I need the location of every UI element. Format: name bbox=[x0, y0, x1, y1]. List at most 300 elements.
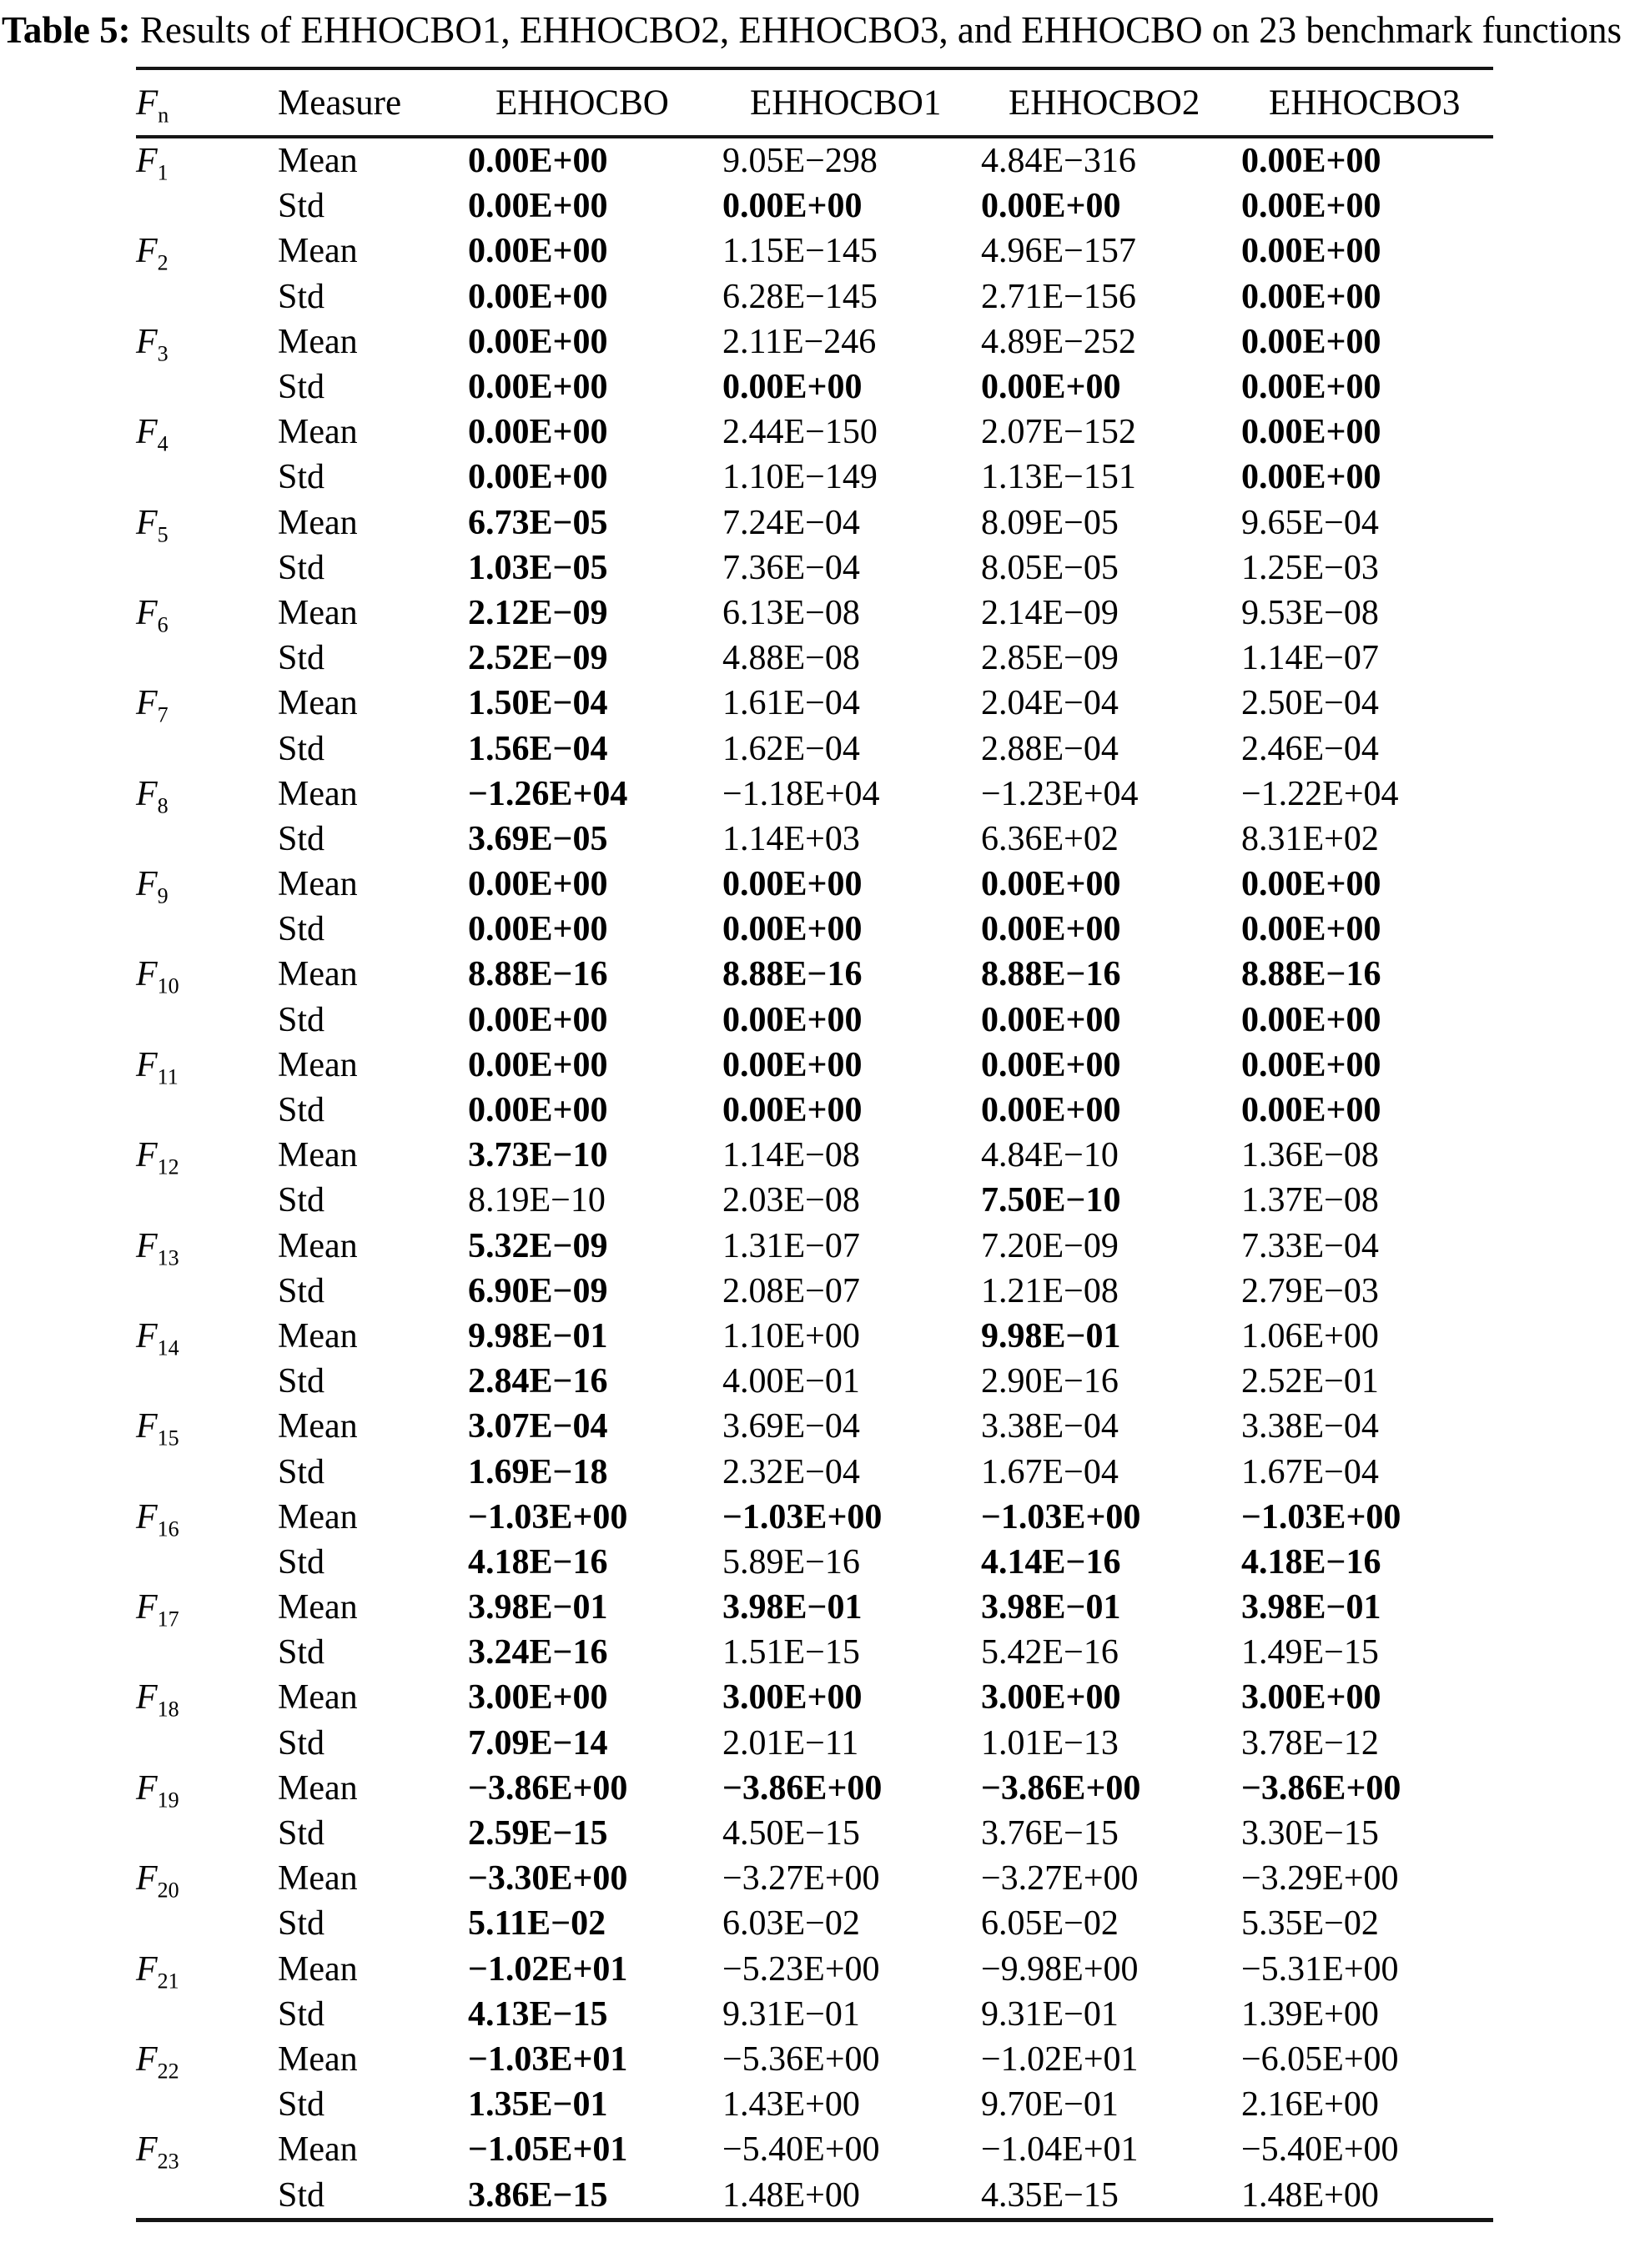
function-label-base: F bbox=[136, 1226, 158, 1265]
value-cell: 2.11E−246 bbox=[722, 322, 877, 361]
value-cell: 2.07E−152 bbox=[981, 413, 1136, 452]
value-cell: 1.03E−05 bbox=[468, 548, 608, 587]
value-cell: 6.05E−02 bbox=[981, 1904, 1119, 1944]
value-cell: 5.35E−02 bbox=[1241, 1904, 1379, 1944]
value-cell: 0.00E+00 bbox=[1241, 232, 1381, 271]
value-cell: 0.00E+00 bbox=[1241, 1045, 1381, 1084]
function-label bbox=[136, 1947, 278, 1992]
function-label-base: F bbox=[136, 1949, 158, 1989]
value-cell: −1.04E+01 bbox=[981, 2130, 1139, 2170]
function-label-subscript: 17 bbox=[157, 1607, 179, 1632]
measure-label: Mean bbox=[278, 503, 358, 542]
value-cell: 1.43E+00 bbox=[722, 2085, 860, 2125]
function-label-subscript: 16 bbox=[157, 1516, 179, 1541]
value-cell: 3.98E−01 bbox=[1241, 1588, 1381, 1627]
value-cell: 0.00E+00 bbox=[1241, 142, 1381, 181]
value-cell: 2.14E−09 bbox=[981, 593, 1119, 632]
value-cell: 0.00E+00 bbox=[468, 368, 608, 407]
value-cell: 6.90E−09 bbox=[468, 1271, 608, 1310]
function-label bbox=[136, 1630, 278, 1675]
value-cell: 0.00E+00 bbox=[722, 1045, 863, 1084]
function-label bbox=[136, 1359, 278, 1404]
measure-label: Std bbox=[278, 1362, 325, 1401]
measure-label: Std bbox=[278, 639, 325, 678]
value-cell: −1.18E+04 bbox=[722, 774, 880, 813]
measure-label: Std bbox=[278, 2085, 325, 2125]
table-row bbox=[136, 998, 1493, 1043]
measure-label: Mean bbox=[278, 1316, 358, 1355]
function-label bbox=[136, 1766, 278, 1811]
function-label bbox=[136, 1043, 278, 1088]
value-cell: 4.50E−15 bbox=[722, 1814, 860, 1853]
value-cell: 1.15E−145 bbox=[722, 232, 878, 271]
function-label-base: F bbox=[136, 1045, 158, 1084]
value-cell: 1.21E−08 bbox=[981, 1271, 1119, 1310]
value-cell: 2.03E−08 bbox=[722, 1181, 860, 1220]
measure-label: Std bbox=[278, 1271, 325, 1310]
table-row bbox=[136, 1675, 1493, 1720]
value-cell: −5.23E+00 bbox=[722, 1949, 880, 1989]
table-row bbox=[136, 1992, 1493, 2037]
measure-label: Mean bbox=[278, 865, 358, 904]
value-cell: 6.03E−02 bbox=[722, 1904, 860, 1944]
value-cell: 8.88E−16 bbox=[468, 955, 608, 994]
measure-label: Mean bbox=[278, 1407, 358, 1446]
function-label bbox=[136, 2172, 278, 2220]
measure-label: Mean bbox=[278, 232, 358, 271]
measure-label: Mean bbox=[278, 2130, 358, 2170]
value-cell: 1.51E−15 bbox=[722, 1633, 860, 1672]
value-cell: 6.73E−05 bbox=[468, 503, 608, 542]
value-cell: 4.89E−252 bbox=[981, 322, 1136, 361]
table-row bbox=[136, 1721, 1493, 1766]
measure-label: Mean bbox=[278, 774, 358, 813]
value-cell: −5.36E+00 bbox=[722, 2039, 880, 2079]
value-cell: −1.03E+01 bbox=[468, 2039, 628, 2079]
value-cell: 0.00E+00 bbox=[468, 1091, 608, 1130]
value-cell: 0.00E+00 bbox=[981, 910, 1121, 949]
table-row bbox=[136, 1359, 1493, 1404]
value-cell: 0.00E+00 bbox=[468, 458, 608, 497]
measure-label: Std bbox=[278, 1181, 325, 1220]
value-cell: 8.19E−10 bbox=[468, 1181, 606, 1220]
value-cell: 1.49E−15 bbox=[1241, 1633, 1379, 1672]
value-cell: 0.00E+00 bbox=[722, 368, 863, 407]
value-cell: −6.05E+00 bbox=[1241, 2039, 1399, 2079]
value-cell: 1.48E+00 bbox=[722, 2175, 860, 2215]
function-label bbox=[136, 2037, 278, 2082]
value-cell: 6.36E+02 bbox=[981, 819, 1119, 858]
value-cell: −1.03E+00 bbox=[468, 1497, 628, 1536]
function-label-subscript: 23 bbox=[157, 2149, 179, 2174]
table-row bbox=[136, 1766, 1493, 1811]
value-cell: −1.05E+01 bbox=[468, 2130, 628, 2170]
function-label-subscript: 18 bbox=[157, 1697, 179, 1722]
value-cell: 3.00E+00 bbox=[722, 1678, 863, 1717]
value-cell: 1.50E−04 bbox=[468, 684, 608, 723]
function-label bbox=[136, 274, 278, 319]
value-cell: 3.86E−15 bbox=[468, 2175, 608, 2215]
function-label bbox=[136, 998, 278, 1043]
function-label-subscript: 1 bbox=[157, 160, 169, 185]
table-row bbox=[136, 1314, 1493, 1359]
value-cell: 0.00E+00 bbox=[981, 368, 1121, 407]
value-cell: 8.09E−05 bbox=[981, 503, 1119, 542]
table-row bbox=[136, 1404, 1493, 1449]
value-cell: 7.09E−14 bbox=[468, 1723, 608, 1763]
value-cell: 0.00E+00 bbox=[1241, 910, 1381, 949]
value-cell: −5.40E+00 bbox=[1241, 2130, 1399, 2170]
value-cell: 0.00E+00 bbox=[722, 1000, 863, 1039]
table-row bbox=[136, 1811, 1493, 1856]
value-cell: 0.00E+00 bbox=[1241, 322, 1381, 361]
function-label-subscript: 7 bbox=[157, 702, 169, 727]
measure-label: Mean bbox=[278, 955, 358, 994]
table-row bbox=[136, 636, 1493, 681]
measure-label: Std bbox=[278, 1994, 325, 2034]
measure-label: Mean bbox=[278, 1045, 358, 1084]
function-label-subscript: 8 bbox=[157, 793, 169, 818]
value-cell: 6.13E−08 bbox=[722, 593, 860, 632]
value-cell: −5.31E+00 bbox=[1241, 1949, 1399, 1989]
table-row bbox=[136, 2172, 1493, 2220]
table-row bbox=[136, 1224, 1493, 1269]
header-fn-sub: n bbox=[158, 103, 169, 128]
function-label bbox=[136, 907, 278, 952]
value-cell: 0.00E+00 bbox=[981, 1045, 1121, 1084]
value-cell: 2.52E−01 bbox=[1241, 1362, 1379, 1401]
function-label-base: F bbox=[136, 413, 158, 452]
function-label bbox=[136, 1675, 278, 1720]
value-cell: 0.00E+00 bbox=[1241, 277, 1381, 316]
function-label-subscript: 19 bbox=[157, 1788, 179, 1813]
measure-label: Std bbox=[278, 458, 325, 497]
measure-label: Std bbox=[278, 819, 325, 858]
value-cell: −3.86E+00 bbox=[468, 1768, 628, 1808]
measure-label: Mean bbox=[278, 1136, 358, 1175]
table-row bbox=[136, 726, 1493, 771]
measure-label: Std bbox=[278, 368, 325, 407]
value-cell: 0.00E+00 bbox=[468, 413, 608, 452]
value-cell: 3.76E−15 bbox=[981, 1814, 1119, 1853]
value-cell: 4.35E−15 bbox=[981, 2175, 1119, 2215]
value-cell: 0.00E+00 bbox=[468, 232, 608, 271]
function-label bbox=[136, 2127, 278, 2172]
value-cell: 2.84E−16 bbox=[468, 1362, 608, 1401]
value-cell: 9.31E−01 bbox=[722, 1994, 860, 2034]
value-cell: 5.32E−09 bbox=[468, 1226, 608, 1265]
table-row bbox=[136, 817, 1493, 862]
value-cell: 0.00E+00 bbox=[722, 1091, 863, 1130]
value-cell: 7.20E−09 bbox=[981, 1226, 1119, 1265]
value-cell: 9.70E−01 bbox=[981, 2085, 1119, 2125]
table-row bbox=[136, 1088, 1493, 1133]
function-label-base: F bbox=[136, 503, 158, 542]
value-cell: 5.11E−02 bbox=[468, 1904, 606, 1944]
value-cell: 1.13E−151 bbox=[981, 458, 1136, 497]
function-label bbox=[136, 229, 278, 274]
value-cell: 3.07E−04 bbox=[468, 1407, 608, 1446]
value-cell: 3.38E−04 bbox=[981, 1407, 1119, 1446]
value-cell: 1.37E−08 bbox=[1241, 1181, 1379, 1220]
value-cell: 0.00E+00 bbox=[468, 322, 608, 361]
value-cell: 1.39E+00 bbox=[1241, 1994, 1379, 2034]
function-label-base: F bbox=[136, 232, 158, 271]
function-label-base: F bbox=[136, 593, 158, 632]
table-caption-label: Table 5: bbox=[2, 9, 131, 51]
measure-label: Mean bbox=[278, 1226, 358, 1265]
measure-label: Mean bbox=[278, 322, 358, 361]
value-cell: 1.48E+00 bbox=[1241, 2175, 1379, 2215]
function-label-subscript: 22 bbox=[157, 2059, 179, 2084]
value-cell: −1.22E+04 bbox=[1241, 774, 1399, 813]
function-label bbox=[136, 817, 278, 862]
table-row bbox=[136, 274, 1493, 319]
value-cell: 1.67E−04 bbox=[1241, 1452, 1379, 1491]
value-cell: 2.44E−150 bbox=[722, 413, 878, 452]
function-label-base: F bbox=[136, 955, 158, 994]
measure-label: Std bbox=[278, 1091, 325, 1130]
value-cell: 0.00E+00 bbox=[468, 1045, 608, 1084]
function-label-base: F bbox=[136, 142, 158, 181]
value-cell: 3.30E−15 bbox=[1241, 1814, 1379, 1853]
value-cell: 1.06E+00 bbox=[1241, 1316, 1379, 1355]
table-row bbox=[136, 1901, 1493, 1946]
measure-label: Mean bbox=[278, 413, 358, 452]
table-caption-text: Results of EHHOCBO1, EHHOCBO2, EHHOCBO3, and EHHOCBO on 23 benchmark functions bbox=[130, 9, 1622, 51]
value-cell: 4.96E−157 bbox=[981, 232, 1136, 271]
value-cell: 1.35E−01 bbox=[468, 2085, 608, 2125]
function-label-subscript: 11 bbox=[157, 1064, 179, 1089]
header-ehhocbo3: EHHOCBO3 bbox=[1241, 68, 1493, 137]
function-label bbox=[136, 1540, 278, 1585]
function-label bbox=[136, 1178, 278, 1223]
value-cell: 0.00E+00 bbox=[981, 1091, 1121, 1130]
function-label bbox=[136, 1495, 278, 1540]
value-cell: −3.27E+00 bbox=[722, 1859, 880, 1898]
function-label bbox=[136, 455, 278, 500]
value-cell: 0.00E+00 bbox=[722, 865, 863, 904]
measure-label: Std bbox=[278, 2175, 325, 2215]
table-row bbox=[136, 2082, 1493, 2127]
value-cell: 2.59E−15 bbox=[468, 1814, 608, 1853]
value-cell: 1.67E−04 bbox=[981, 1452, 1119, 1491]
value-cell: 1.14E+03 bbox=[722, 819, 860, 858]
measure-label: Mean bbox=[278, 1678, 358, 1717]
function-label bbox=[136, 546, 278, 591]
value-cell: 2.32E−04 bbox=[722, 1452, 860, 1491]
value-cell: 0.00E+00 bbox=[1241, 1091, 1381, 1130]
value-cell: −5.40E+00 bbox=[722, 2130, 880, 2170]
table-row bbox=[136, 137, 1493, 184]
value-cell: 1.01E−13 bbox=[981, 1723, 1119, 1763]
header-fn-base: F bbox=[136, 83, 158, 123]
value-cell: 2.16E+00 bbox=[1241, 2085, 1379, 2125]
measure-label: Mean bbox=[278, 2039, 358, 2079]
header-measure: Measure bbox=[278, 68, 468, 137]
value-cell: −1.03E+00 bbox=[722, 1497, 883, 1536]
value-cell: 0.00E+00 bbox=[1241, 1000, 1381, 1039]
table-row bbox=[136, 184, 1493, 229]
function-label bbox=[136, 2082, 278, 2127]
function-label bbox=[136, 726, 278, 771]
value-cell: 3.73E−10 bbox=[468, 1136, 608, 1175]
table-row bbox=[136, 772, 1493, 817]
table-row bbox=[136, 1947, 1493, 1992]
function-label bbox=[136, 1133, 278, 1178]
function-label bbox=[136, 1992, 278, 2037]
value-cell: 9.98E−01 bbox=[468, 1316, 608, 1355]
table-row bbox=[136, 1495, 1493, 1540]
function-label bbox=[136, 952, 278, 997]
value-cell: 0.00E+00 bbox=[981, 865, 1121, 904]
measure-label: Std bbox=[278, 1452, 325, 1491]
function-label bbox=[136, 1404, 278, 1449]
measure-label: Mean bbox=[278, 1497, 358, 1536]
function-label-subscript: 2 bbox=[157, 250, 169, 275]
table-row bbox=[136, 365, 1493, 410]
value-cell: 1.14E−08 bbox=[722, 1136, 860, 1175]
value-cell: 2.08E−07 bbox=[722, 1271, 860, 1310]
value-cell: 8.88E−16 bbox=[981, 955, 1121, 994]
table-row bbox=[136, 1585, 1493, 1630]
table-row bbox=[136, 2127, 1493, 2172]
value-cell: 2.52E−09 bbox=[468, 639, 608, 678]
value-cell: 3.78E−12 bbox=[1241, 1723, 1379, 1763]
value-cell: 9.53E−08 bbox=[1241, 593, 1379, 632]
value-cell: 9.05E−298 bbox=[722, 142, 878, 181]
value-cell: 3.69E−04 bbox=[722, 1407, 860, 1446]
value-cell: 8.88E−16 bbox=[1241, 955, 1381, 994]
value-cell: 0.00E+00 bbox=[468, 187, 608, 226]
table-row bbox=[136, 319, 1493, 365]
measure-label: Std bbox=[278, 1904, 325, 1944]
value-cell: 2.85E−09 bbox=[981, 639, 1119, 678]
function-label-subscript: 9 bbox=[157, 883, 169, 908]
function-label bbox=[136, 681, 278, 726]
table-row bbox=[136, 455, 1493, 500]
measure-label: Mean bbox=[278, 1768, 358, 1808]
value-cell: 8.31E+02 bbox=[1241, 819, 1379, 858]
table-row bbox=[136, 410, 1493, 455]
measure-label: Std bbox=[278, 1814, 325, 1853]
table-row bbox=[136, 1449, 1493, 1494]
value-cell: 2.79E−03 bbox=[1241, 1271, 1379, 1310]
function-label-base: F bbox=[136, 2039, 158, 2079]
value-cell: 0.00E+00 bbox=[722, 187, 863, 226]
measure-label: Mean bbox=[278, 1949, 358, 1989]
measure-label: Mean bbox=[278, 1859, 358, 1898]
value-cell: 0.00E+00 bbox=[1241, 458, 1381, 497]
value-cell: 7.33E−04 bbox=[1241, 1226, 1379, 1265]
function-label bbox=[136, 1811, 278, 1856]
value-cell: 1.31E−07 bbox=[722, 1226, 860, 1265]
value-cell: 0.00E+00 bbox=[468, 1000, 608, 1039]
value-cell: −3.86E+00 bbox=[722, 1768, 883, 1808]
header-fn bbox=[136, 68, 278, 137]
function-label-subscript: 20 bbox=[157, 1878, 179, 1903]
measure-label: Mean bbox=[278, 593, 358, 632]
function-label bbox=[136, 1314, 278, 1359]
measure-label: Std bbox=[278, 1633, 325, 1672]
header-ehhocbo: EHHOCBO bbox=[468, 68, 722, 137]
value-cell: 2.12E−09 bbox=[468, 593, 608, 632]
function-label bbox=[136, 500, 278, 546]
table-row bbox=[136, 1269, 1493, 1314]
value-cell: 1.69E−18 bbox=[468, 1452, 608, 1491]
value-cell: 4.13E−15 bbox=[468, 1994, 608, 2034]
value-cell: −3.30E+00 bbox=[468, 1859, 628, 1898]
header-ehhocbo2: EHHOCBO2 bbox=[981, 68, 1241, 137]
value-cell: 8.05E−05 bbox=[981, 548, 1119, 587]
measure-label: Std bbox=[278, 1542, 325, 1582]
measure-label: Std bbox=[278, 548, 325, 587]
value-cell: −1.03E+00 bbox=[1241, 1497, 1401, 1536]
function-label bbox=[136, 1088, 278, 1133]
value-cell: 3.38E−04 bbox=[1241, 1407, 1379, 1446]
function-label-base: F bbox=[136, 1859, 158, 1898]
function-label-base: F bbox=[136, 1497, 158, 1536]
function-label bbox=[136, 1721, 278, 1766]
function-label-base: F bbox=[136, 2130, 158, 2170]
function-label bbox=[136, 410, 278, 455]
value-cell: 2.46E−04 bbox=[1241, 729, 1379, 768]
function-label-base: F bbox=[136, 1768, 158, 1808]
value-cell: −3.29E+00 bbox=[1241, 1859, 1399, 1898]
value-cell: 7.24E−04 bbox=[722, 503, 860, 542]
results-table bbox=[136, 67, 1493, 2222]
value-cell: 3.69E−05 bbox=[468, 819, 608, 858]
table-row bbox=[136, 681, 1493, 726]
table-caption bbox=[0, 0, 1630, 53]
table-row bbox=[136, 591, 1493, 636]
table-row bbox=[136, 1178, 1493, 1223]
value-cell: 3.00E+00 bbox=[468, 1678, 608, 1717]
value-cell: 1.56E−04 bbox=[468, 729, 608, 768]
value-cell: 3.24E−16 bbox=[468, 1633, 608, 1672]
function-label-subscript: 5 bbox=[157, 521, 169, 546]
value-cell: −1.23E+04 bbox=[981, 774, 1139, 813]
value-cell: 3.98E−01 bbox=[981, 1588, 1121, 1627]
table-row bbox=[136, 500, 1493, 546]
table-row bbox=[136, 546, 1493, 591]
table-row bbox=[136, 1540, 1493, 1585]
function-label-subscript: 13 bbox=[157, 1245, 179, 1270]
function-label-subscript: 4 bbox=[157, 431, 169, 456]
function-label-base: F bbox=[136, 1678, 158, 1717]
value-cell: 1.62E−04 bbox=[722, 729, 860, 768]
value-cell: −3.86E+00 bbox=[1241, 1768, 1401, 1808]
value-cell: 5.89E−16 bbox=[722, 1542, 860, 1582]
value-cell: 0.00E+00 bbox=[468, 277, 608, 316]
function-label-subscript: 12 bbox=[157, 1154, 179, 1179]
function-label-subscript: 3 bbox=[157, 341, 169, 366]
table-row bbox=[136, 862, 1493, 907]
measure-label: Std bbox=[278, 1000, 325, 1039]
measure-label: Std bbox=[278, 729, 325, 768]
value-cell: 9.31E−01 bbox=[981, 1994, 1119, 2034]
function-label bbox=[136, 184, 278, 229]
table-row bbox=[136, 1856, 1493, 1901]
header-row bbox=[136, 68, 1493, 137]
function-label-base: F bbox=[136, 1588, 158, 1627]
function-label bbox=[136, 1269, 278, 1314]
function-label-subscript: 14 bbox=[157, 1335, 179, 1360]
function-label-subscript: 15 bbox=[157, 1426, 179, 1451]
value-cell: 1.10E−149 bbox=[722, 458, 878, 497]
function-label bbox=[136, 636, 278, 681]
value-cell: 1.25E−03 bbox=[1241, 548, 1379, 587]
